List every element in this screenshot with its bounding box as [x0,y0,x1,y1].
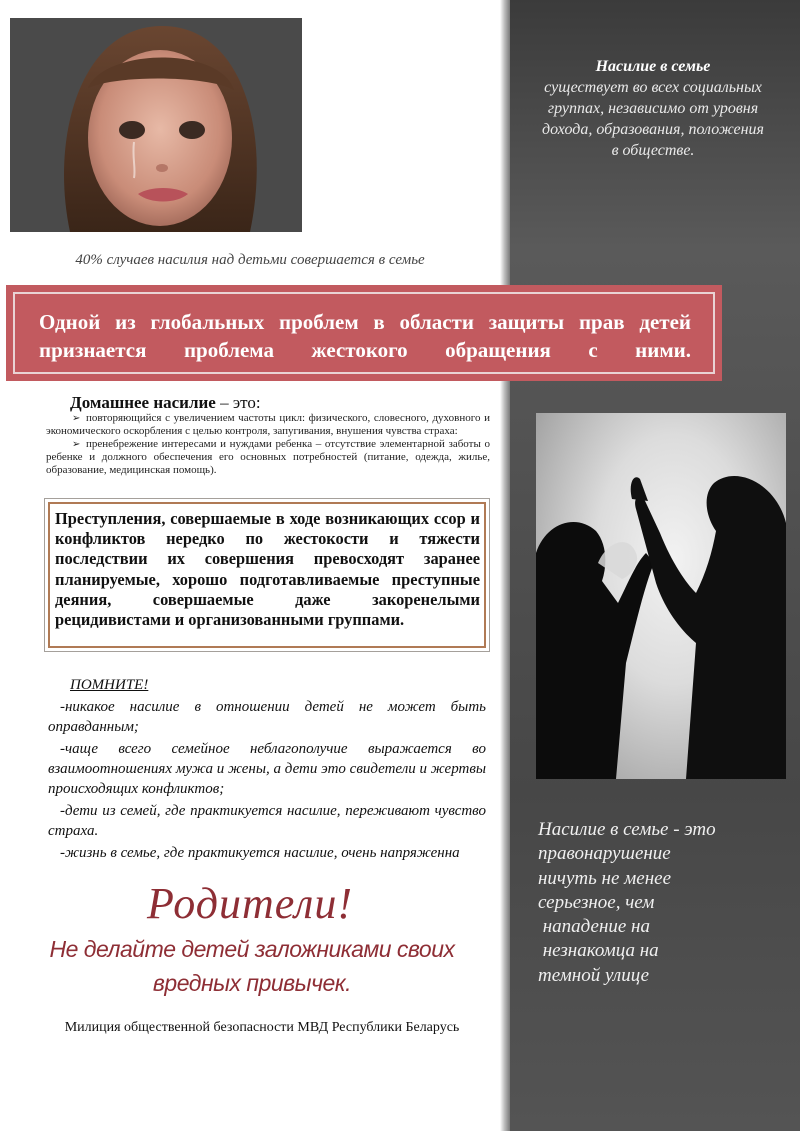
parents-subtitle [14,932,490,1000]
remember-item: -никакое насилие в отношении детей не может быть оправданным; [48,699,486,735]
right-statement-line: правонарушение [538,843,671,865]
footer-credit: Милиция общественной безопасности МВД Республики Беларусь [64,1020,460,1035]
crying-girl-illustration [10,18,302,232]
definition-text: пренебрежение интересами и нуждами ребенка – отсутствие элементарной заботы о ребенке и должного обеспечения его основных потребностей (питание, одежда, жилье, образование, медицинская помощь). [46,438,490,476]
remember-item: -жизнь в семье, где практикуется насилие, очень напряженна [60,845,460,861]
right-statement-line: темной улице [538,964,650,986]
right-statement-line: нападение на [538,916,650,938]
remember-title: ПОМНИТЕ! [70,677,149,693]
domestic-violence-definitions [46,412,490,477]
right-quote-bold: Насилие в семье [595,58,711,75]
definition-text: повторяющийся с увеличением частоты цикл: физического, словесного, духовного и экономического оскорбления с целью контроля, запугивания, внушения чувства страха: [46,412,490,437]
right-statement-line: Насилие в семье - это [538,819,716,840]
domestic-violence-heading [70,393,261,413]
silhouette-photo [536,413,786,779]
remember-item: -дети из семей, где практикуется насилие, переживают чувство страха. [48,803,486,839]
right-statement-line: незнакомца на [538,940,659,962]
right-quote [540,56,766,161]
banner-inner-frame [13,292,715,374]
remember-item: -чаще всего семейное неблагополучие выражается во взаимоотношениях мужа и жены, а дети это свидетели и жертвы происходящих конфликтов; [48,741,486,797]
right-quote-text: существует во всех социальных группах, независимо от уровня дохода, образования, положения в обществе. [542,79,764,159]
remember-section [48,675,486,865]
domestic-violence-term: Домашнее насилие [70,393,216,412]
banner-text: Одной из глобальных проблем в области защиты прав детей признается проблема жестокого обращения с ними. [39,310,691,362]
crime-callout-text: Преступления, совершаемые в ходе возникающих ссор и конфликтов нередко по жестокости и тяжести последствии их совершения превосходят заранее планируемые, хорошо подготавливаемые преступные деяния, совершаемые даже закоренелыми рецидивистами и организованными группами. [55,509,480,630]
crime-callout-frame [48,502,486,648]
silhouette-illustration [536,413,786,779]
crying-girl-photo [10,18,302,232]
parents-subtitle-line1: Не делайте детей заложниками своих [49,936,455,962]
domestic-violence-dash: – это: [215,393,261,412]
parents-title: Родители! [146,879,353,928]
right-statement-line: серьезное, чем [538,891,655,913]
arrow-bullet-icon: ➢ [72,439,81,450]
headline-banner [6,285,722,381]
right-statement-line: ничуть не менее [538,867,671,889]
right-statement [538,818,778,988]
arrow-bullet-icon: ➢ [72,413,81,424]
statistic-caption: 40% случаев насилия над детьми совершается в семье [75,252,425,268]
definition-item [46,412,490,438]
parents-subtitle-line2: вредных привычек. [152,970,352,996]
panel-divider [500,0,510,1131]
crime-callout-box [44,498,490,652]
definition-item [46,438,490,477]
